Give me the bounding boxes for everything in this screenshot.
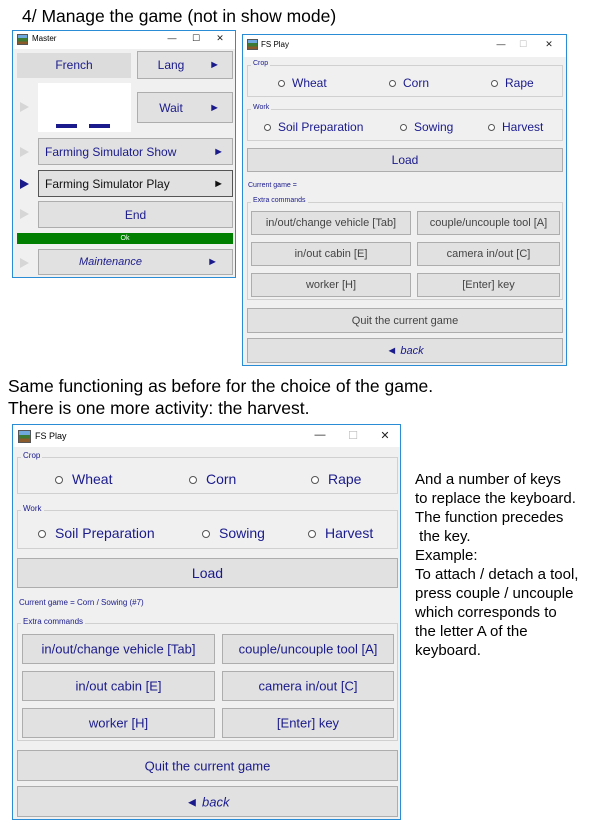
command-label: couple/uncouple tool [A] [429,217,548,229]
fs-play-window-large [12,424,401,820]
radio-circle-icon [400,124,407,131]
radio-label: Rape [328,471,362,487]
side-line: keyboard. [415,642,481,659]
radio-circle-icon [38,530,46,538]
arrow-right-icon: ► [209,101,220,114]
arrow-right-icon: ► [207,256,218,268]
arrow-right-icon: ► [209,59,220,71]
radio-corn[interactable] [389,76,429,90]
radio-circle-icon [389,80,396,87]
fs-play-window-small [242,34,567,366]
fs-large-title: FS Play [35,431,67,441]
radio-circle-icon [311,476,319,484]
minimize-icon[interactable]: — [167,33,177,43]
radio-harvest[interactable] [488,120,543,134]
master-title: Master [32,34,57,43]
radio-circle-icon [264,124,271,131]
side-line: To attach / detach a tool, [415,566,579,583]
wait-label: Wait [159,100,183,115]
preview-bar [89,124,110,128]
command-label: in/out cabin [E] [75,678,162,694]
quit-game-button[interactable] [17,750,398,781]
maximize-icon[interactable]: ☐ [191,33,201,43]
radio-circle-icon [278,80,285,87]
extra-commands-title: Extra commands [23,617,84,626]
vehicle-command-button[interactable] [251,211,411,235]
close-icon[interactable]: ✕ [380,430,390,442]
preview-panel [38,83,131,132]
radio-circle-icon [491,80,498,87]
radio-wheat[interactable] [55,471,112,487]
extra-commands-group [17,617,398,741]
radio-label: Harvest [325,525,374,541]
work-group-title: Work [253,104,270,111]
side-line: to replace the keyboard. [415,490,576,507]
command-label: camera in/out [C] [258,678,358,694]
radio-rape[interactable] [491,76,534,90]
quit-game-button[interactable] [247,308,563,333]
minimize-icon[interactable]: — [314,429,326,441]
bullet-icon [20,102,29,112]
load-button[interactable] [17,558,398,588]
worker-command-button[interactable] [22,708,215,738]
fs-small-title: FS Play [261,40,290,49]
paragraph-line-1: Same functioning as before for the choice of the game. [8,376,434,396]
command-label: in/out/change vehicle [Tab] [41,641,196,657]
load-label: Load [391,153,419,167]
side-line: which corresponds to [415,604,557,621]
side-line: The function precedes [415,509,564,526]
camera-command-button[interactable] [417,242,560,266]
work-group [17,504,398,549]
couple-tool-button[interactable] [222,634,394,664]
back-button[interactable] [247,338,563,363]
work-group-title: Work [23,504,42,513]
radio-label: Sowing [414,120,454,134]
radio-circle-icon [488,124,495,131]
current-game-status: Current game = [248,182,297,189]
command-label: couple/uncouple tool [A] [238,641,378,657]
cabin-command-button[interactable] [251,242,411,266]
maximize-icon: ☐ [348,430,358,442]
master-titlebar [13,31,235,49]
crop-group [17,451,398,494]
radio-rape[interactable] [311,471,361,487]
radio-label: Corn [206,471,237,487]
radio-circle-icon [202,530,210,538]
language-label: French [17,53,131,78]
extra-commands-group [247,197,563,300]
minimize-icon[interactable]: — [496,39,506,49]
maintenance-button[interactable] [38,249,233,275]
fs-show-button[interactable] [38,138,233,165]
vehicle-command-button[interactable] [22,634,215,664]
crop-group [247,60,563,97]
paragraph-line-2: There is one more activity: the harvest. [8,398,310,418]
master-window [12,30,236,278]
radio-label: Soil Preparation [278,120,364,134]
app-icon [247,39,258,50]
bullet-icon [20,147,29,157]
radio-label: Wheat [292,76,327,90]
couple-tool-button[interactable] [417,211,560,235]
command-label: [Enter] key [462,279,515,291]
extra-commands-title: Extra commands [253,197,306,204]
fs-play-button[interactable] [38,170,233,197]
maintenance-label: Maintenance [79,256,142,268]
arrow-right-icon: ► [213,177,224,190]
radio-wheat[interactable] [278,76,327,90]
radio-soil-preparation[interactable] [264,120,363,134]
fs-play-label: Farming Simulator Play [45,176,170,191]
load-button[interactable] [247,148,563,172]
radio-label: Rape [505,76,534,90]
side-line: And a number of keys [415,471,561,488]
preview-bar [56,124,77,128]
enter-key-button[interactable] [417,273,560,297]
cabin-command-button[interactable] [22,671,215,701]
app-icon [17,34,28,45]
command-label: in/out/change vehicle [Tab] [265,217,397,229]
back-label: ◄ back [386,344,424,357]
fs-small-titlebar [243,35,566,57]
active-bullet-icon [20,179,29,189]
radio-corn[interactable] [189,471,236,487]
load-label: Load [191,565,224,581]
side-explanation [415,470,578,660]
close-icon[interactable]: ✕ [216,33,224,43]
radio-circle-icon [55,476,63,484]
radio-label: Corn [403,76,430,90]
work-group [247,104,563,141]
side-line: Example: [415,547,478,564]
status-bar: Ok [17,233,233,244]
worker-command-button[interactable] [251,273,411,297]
radio-circle-icon [189,476,197,484]
back-label: ◄ back [185,794,230,809]
radio-label: Sowing [219,525,265,541]
fs-large-titlebar [13,425,400,447]
side-line: press couple / uncouple [415,585,574,602]
section-heading: 4/ Manage the game (not in show mode) [22,6,337,26]
radio-harvest[interactable] [308,525,373,541]
radio-label: Wheat [72,471,113,487]
enter-key-button[interactable] [222,708,394,738]
command-label: in/out cabin [E] [294,248,368,260]
side-line: the key. [415,528,471,545]
close-icon[interactable]: ✕ [545,39,553,49]
radio-sowing[interactable] [400,120,453,134]
radio-sowing[interactable] [202,525,265,541]
maximize-icon: ☐ [518,39,528,49]
command-label: worker [H] [305,279,357,291]
quit-label: Quit the current game [144,758,271,773]
radio-circle-icon [308,530,316,538]
end-button[interactable] [38,201,233,228]
lang-label: Lang [157,58,185,72]
current-game-status: Current game = Corn / Sowing (#7) [19,598,144,607]
arrow-right-icon: ► [213,145,224,158]
radio-soil-preparation[interactable] [38,525,155,541]
crop-group-title: Crop [23,451,41,460]
back-button[interactable] [17,786,398,817]
radio-label: Harvest [502,120,544,134]
command-label: worker [H] [88,715,149,731]
quit-label: Quit the current game [351,314,459,327]
command-label: camera in/out [C] [446,248,531,260]
wait-button[interactable] [137,92,233,123]
radio-label: Soil Preparation [55,525,155,541]
bullet-icon [20,209,29,219]
bullet-icon [20,258,29,268]
end-label: End [124,207,147,222]
side-line: the letter A of the [415,623,528,640]
lang-button[interactable] [137,51,233,79]
fs-show-label: Farming Simulator Show [45,144,177,159]
command-label: [Enter] key [276,715,340,731]
camera-command-button[interactable] [222,671,394,701]
app-icon [18,430,31,443]
crop-group-title: Crop [253,60,269,67]
